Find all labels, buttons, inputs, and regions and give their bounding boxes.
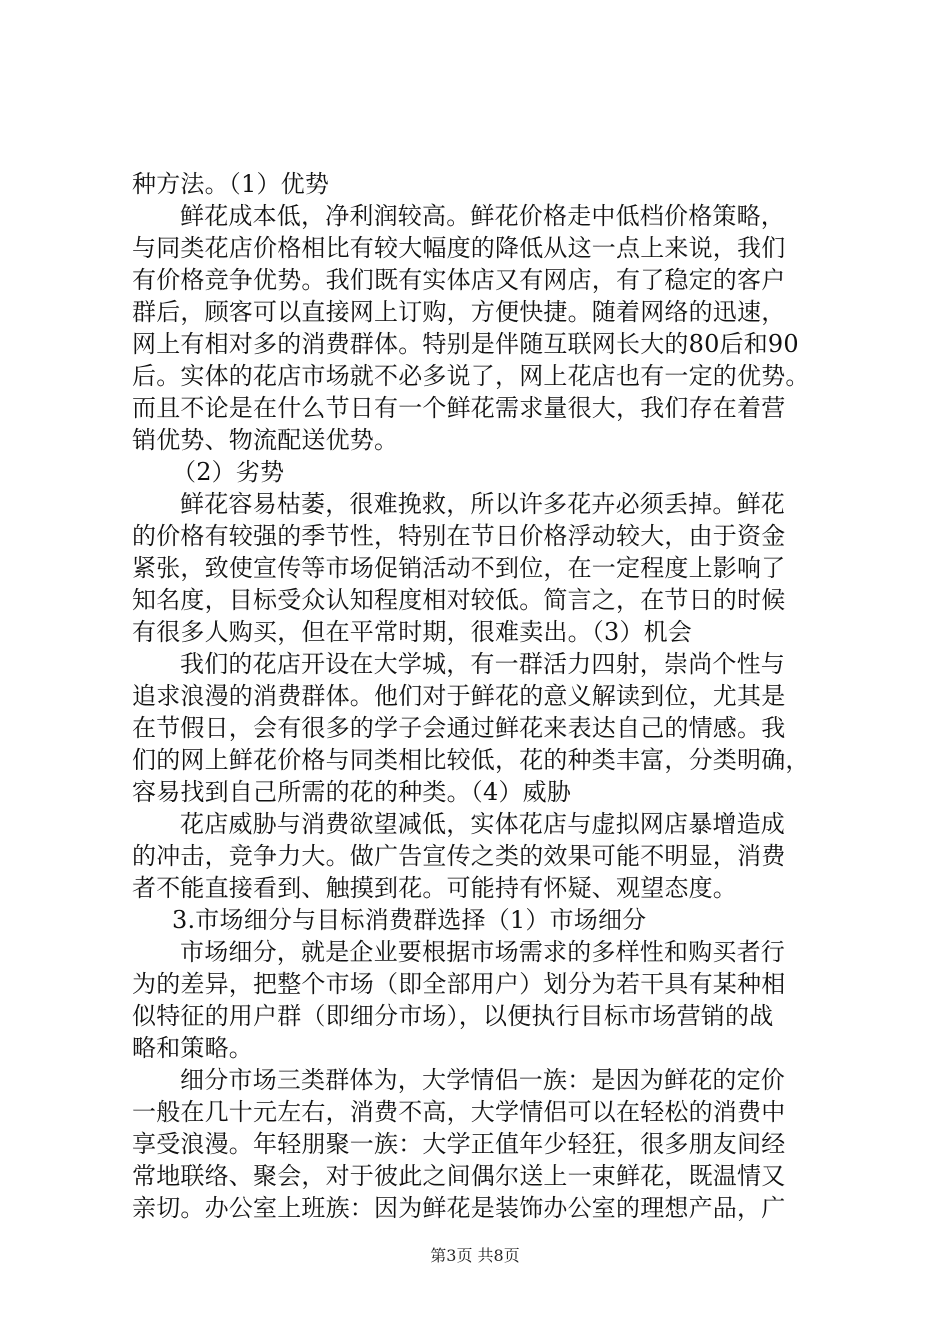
text-line: 容易找到自己所需的花的种类。（4）威胁 — [132, 778, 572, 806]
text-line: 者不能直接看到、触摸到花。可能持有怀疑、观望态度。 — [132, 874, 737, 902]
text-line: 略和策略。 — [132, 1034, 253, 1062]
text-line: 销优势、物流配送优势。 — [132, 426, 399, 454]
text-line: 群后，顾客可以直接网上订购，方便快捷。随着网络的迅速， — [132, 298, 786, 326]
text-line: 而且不论是在什么节日有一个鲜花需求量很大，我们存在着营 — [132, 394, 786, 422]
text-line: 一般在几十元左右，消费不高，大学情侣可以在轻松的消费中 — [132, 1098, 786, 1126]
text-line: 鲜花成本低，净利润较高。鲜花价格走中低档价格策略， — [180, 202, 785, 230]
text-line: 似特征的用户群（即细分市场），以便执行目标市场营销的战 — [132, 1002, 774, 1030]
text-line: 种方法。（1）优势 — [132, 170, 330, 198]
text-line: 为的差异，把整个市场（即全部用户）划分为若干具有某种相 — [132, 970, 786, 998]
text-line: 亲切。办公室上班族：因为鲜花是装饰办公室的理想产品，广 — [132, 1194, 786, 1222]
text-line: 有价格竞争优势。我们既有实体店又有网店，有了稳定的客户 — [132, 266, 786, 294]
text-line: 细分市场三类群体为，大学情侣一族：是因为鲜花的定价 — [180, 1066, 785, 1094]
section-heading: 3.市场细分与目标消费群选择（1）市场细分 — [172, 906, 647, 934]
section-heading: （2）劣势 — [172, 458, 285, 486]
text-line: 的价格有较强的季节性，特别在节日价格浮动较大，由于资金 — [132, 522, 786, 550]
document-body — [132, 168, 832, 1224]
text-line: 享受浪漫。年轻朋聚一族：大学正值年少轻狂，很多朋友间经 — [132, 1130, 786, 1158]
text-line: 常地联络、聚会，对于彼此之间偶尔送上一束鲜花，既温情又 — [132, 1162, 786, 1190]
text-line: 鲜花容易枯萎，很难挽救，所以许多花卉必须丢掉。鲜花 — [180, 490, 785, 518]
text-line: 有很多人购买，但在平常时期，很难卖出。（3）机会 — [132, 618, 693, 646]
text-line: 在节假日，会有很多的学子会通过鲜花来表达自己的情感。我 — [132, 714, 786, 742]
text-line: 网上有相对多的消费群体。特别是伴随互联网长大的80后和90 — [132, 330, 799, 358]
text-line: 追求浪漫的消费群体。他们对于鲜花的意义解读到位，尤其是 — [132, 682, 786, 710]
text-line: 与同类花店价格相比有较大幅度的降低从这一点上来说，我们 — [132, 234, 786, 262]
text-line: 后。实体的花店市场就不必多说了，网上花店也有一定的优势。 — [132, 362, 810, 390]
text-line: 我们的花店开设在大学城，有一群活力四射，崇尚个性与 — [180, 650, 785, 678]
text-line: 紧张，致使宣传等市场促销活动不到位，在一定程度上影响了 — [132, 554, 786, 582]
text-line: 市场细分，就是企业要根据市场需求的多样性和购买者行 — [180, 938, 785, 966]
text-line: 们的网上鲜花价格与同类相比较低，花的种类丰富，分类明确， — [132, 746, 810, 774]
text-line: 知名度，目标受众认知程度相对较低。简言之，在节日的时候 — [132, 586, 786, 614]
page-number-footer: 第3页 共8页 — [430, 1246, 520, 1265]
text-line: 的冲击，竞争力大。做广告宣传之类的效果可能不明显，消费 — [132, 842, 786, 870]
text-line: 花店威胁与消费欲望减低，实体花店与虚拟网店暴增造成 — [180, 810, 785, 838]
